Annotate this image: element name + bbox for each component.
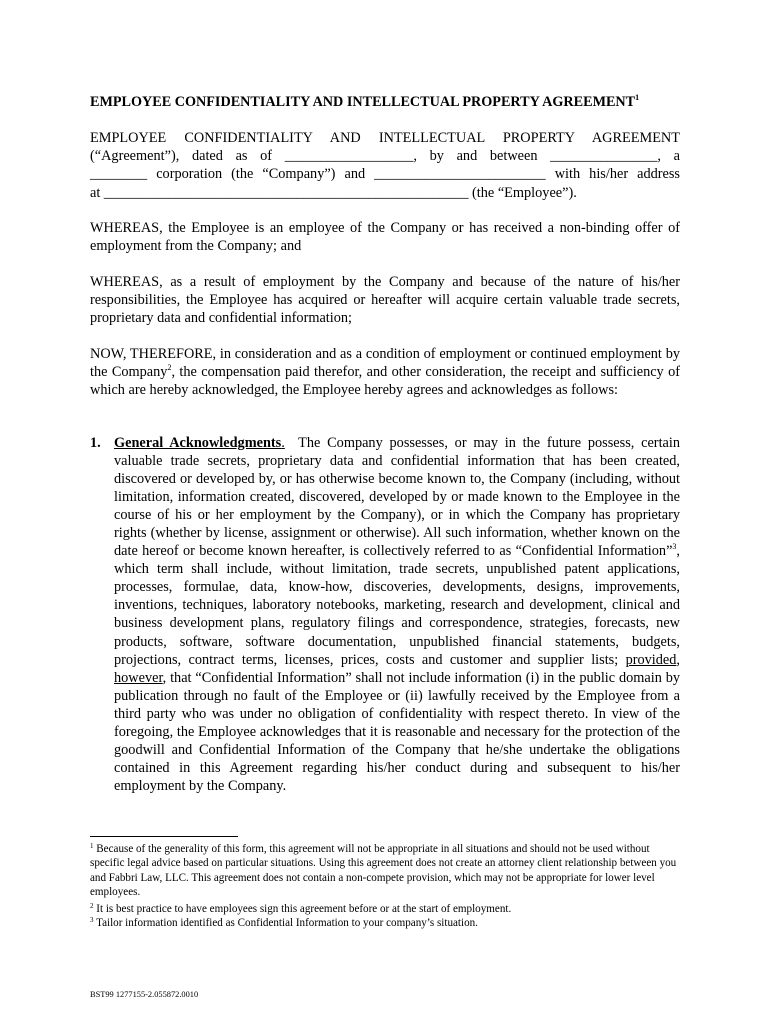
- whereas-paragraph-1: WHEREAS, the Employee is an employee of the Company or has received a non-binding offer of employment from the Company; and: [90, 220, 680, 255]
- section-text: The Company possesses, or may in the future possess, certain valuable trade secrets, proprietary data and confidential information that has been created, discovered or developed by, or has otherwise become known to, the Company (including, without limitation, information created, discovered, developed by or made known to the Employee in the course of his or her employment by the Company), or in which the Company has proprietary rights (whether by license, assignment or otherwise). All such information, whether known on the date hereof or become known hereafter, is collectively referred to as “Confidential Information”: [114, 435, 681, 560]
- document-title: [90, 94, 639, 111]
- footnote-separator: [90, 836, 238, 837]
- section-heading-period: .: [281, 435, 285, 451]
- section-text: , that “Confidential Information” shall not include information (i) in the public domain by publication through no fault of the Employee or (ii) lawfully received by the Employee from a third party who was under no obligation of confidentiality with respect thereto. In view of the foregoing, the Employee acknowledges that it is reasonable and necessary for the protection of the goodwill and Confidential Information of the Company that he/she undertake the obligations contained in this Agreement regarding his/her conduct during and subsequent to his/her employment by the Company.: [114, 669, 680, 794]
- title-text: EMPLOYEE CONFIDENTIALITY AND INTELLECTUAL PROPERTY AGREEMENT: [90, 94, 636, 110]
- footnote-ref-3: 3: [672, 542, 677, 552]
- footnote-3: [90, 916, 680, 930]
- footnote-number: 3: [90, 916, 94, 924]
- however-term: however: [114, 669, 163, 686]
- intro-line: ________ corporation (the “Company”) and ________________________ with his/her address: [90, 166, 680, 183]
- whereas-paragraph-2: WHEREAS, as a result of employment by the Company and because of the nature of his/her responsibilities, the Employee has acquired or hereafter will acquire certain valuable trade secrets, proprietary data and confidential information;: [90, 274, 680, 327]
- footnote-2: [90, 902, 680, 916]
- now-text: , the compensation paid therefor, and other consideration, the receipt and sufficiency of which are hereby acknowledged, the Employee hereby agrees and acknowledges as follows:: [90, 364, 680, 399]
- now-text: NOW, THEREFORE, in consideration and as a condition of employment or continued employment by the Company: [90, 346, 680, 381]
- footnote-ref-1: 1: [635, 93, 640, 102]
- footnote-number: 1: [90, 842, 94, 850]
- provided-term: provided: [625, 651, 677, 668]
- footnote-text: Because of the generality of this form, this agreement will not be appropriate in all situations and should not be used without specific legal advice based on particular situations. Using this agreement does not create an attorney client relationship between you and Fabbri Law, LLC. This agreement does not contain a non-compete provision, which may not be appropriate for lower level employees.: [90, 843, 677, 899]
- footnote-ref-2: 2: [167, 363, 172, 373]
- section-heading: General Acknowledgments: [114, 435, 282, 451]
- intro-line: EMPLOYEE CONFIDENTIALITY AND INTELLECTUAL PROPERTY AGREEMENT: [90, 130, 680, 146]
- section-text: , which term shall include, without limitation, trade secrets, unpublished patent applications, processes, formulae, data, know-how, discoveries, developments, designs, improvements, inventions, techniques, laboratory notebooks, marketing, research and development, clinical and business development plans, regulatory filings and correspondence, strategies, forecasts, new products, software, software documentation, unpublished financial statements, budgets, projections, contract terms, licenses, prices, costs and customer and supplier lists;: [114, 543, 680, 668]
- footnote-text: It is best practice to have employees sign this agreement before or at the start of employment.: [96, 903, 512, 915]
- section-body: [114, 434, 680, 795]
- intro-paragraph: [90, 129, 680, 202]
- intro-line: at ___________________________________________________ (the “Employee”).: [90, 184, 577, 201]
- footnote-number: 2: [90, 902, 94, 910]
- footnote-text: Tailor information identified as Confidential Information to your company’s situation.: [96, 917, 478, 929]
- now-therefore-paragraph: [90, 345, 680, 400]
- intro-line: (“Agreement”), dated as of __________________, by and between _______________, a: [90, 148, 680, 165]
- document-footer-id: BST99 1277155-2.055872.0010: [90, 990, 199, 999]
- footnote-1: [90, 842, 680, 900]
- section-number: 1.: [90, 435, 101, 451]
- provided-comma: ,: [676, 651, 680, 668]
